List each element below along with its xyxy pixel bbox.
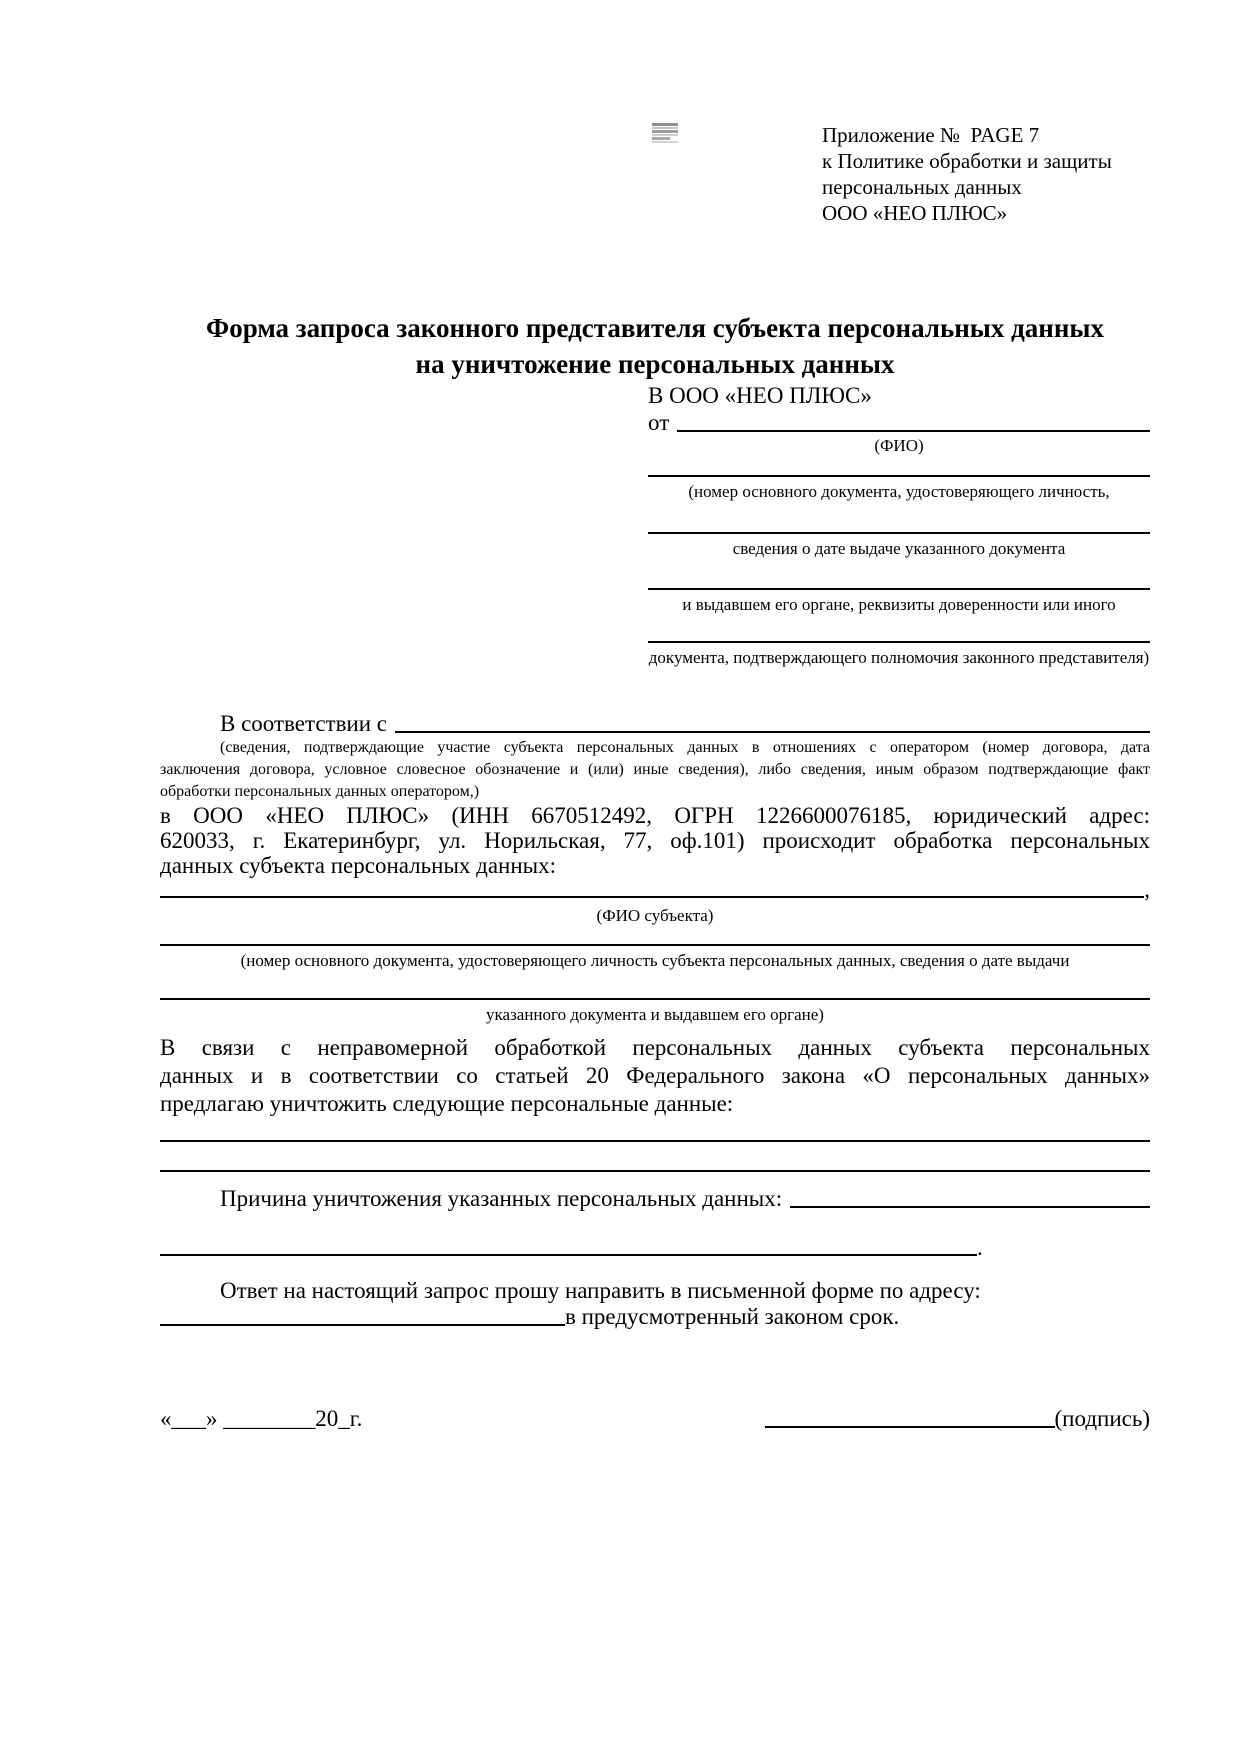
- blank-field-line: [648, 475, 1150, 477]
- accordance-note-line2: заключения договора, условное словесное обозначение и (или) иные сведения), либо сведения, иным образом подтверждающие факт: [160, 761, 1150, 778]
- footer-row: [160, 1406, 1150, 1432]
- doc-power-caption: документа, подтверждающего полномочия законного представителя): [648, 648, 1150, 667]
- subject-doc-caption-line2: указанного документа и выдавшем его органе): [486, 1005, 824, 1024]
- subject-fio-row: [160, 878, 1150, 902]
- accordance-blank-line: [395, 731, 1150, 733]
- subject-doc-caption-line1: (номер основного документа, удостоверяющего личность субъекта персональных данных, сведения о дате выдачи: [240, 951, 1070, 970]
- doc-date-field: [648, 532, 1150, 558]
- blank-field-line: [648, 641, 1150, 643]
- addressee-to: В ООО «НЕО ПЛЮС»: [648, 383, 872, 408]
- form-title: [160, 310, 1150, 382]
- data-to-destroy-blank-line1: [160, 1140, 1150, 1142]
- form-title-line2: на уничтожение персональных данных: [415, 349, 895, 379]
- request-line3: предлагаю уничтожить следующие персональные данные:: [160, 1091, 734, 1116]
- subject-fio-blank-line: [160, 896, 1144, 898]
- subject-doc-field2: [160, 998, 1150, 1024]
- reply-term-text: в предусмотренный законом срок.: [565, 1304, 900, 1329]
- subject-fio-comma: ,: [1144, 877, 1150, 902]
- addressee-block: [648, 382, 1150, 667]
- fio-blank-line: [677, 430, 1150, 432]
- appendix-block: [822, 122, 1150, 226]
- document-content: [160, 0, 1150, 1432]
- signature-group: [765, 1406, 1150, 1432]
- reason-row: [160, 1186, 1150, 1212]
- accordance-row: [160, 711, 1150, 737]
- date-field: «___» ________20_г.: [160, 1406, 363, 1431]
- subject-fio-caption: (ФИО субъекта): [596, 906, 714, 925]
- appendix-policy-line2: персональных данных: [822, 175, 1022, 199]
- reason-continuation-blank-line: [160, 1254, 977, 1256]
- tiny-embedded-text-artifact-icon: [652, 120, 680, 149]
- doc-number-field: [648, 475, 1150, 501]
- signature-blank-line: [765, 1426, 1055, 1428]
- operator-line2: 620033, г. Екатеринбург, ул. Норильская, 77, оф.101) происходит обработка персональных: [160, 828, 1150, 853]
- form-title-line1: Форма запроса законного представителя субъекта персональных данных: [206, 313, 1104, 343]
- subject-doc-field: [160, 944, 1150, 970]
- blank-field-line: [160, 998, 1150, 1000]
- signature-caption: (подпись): [1054, 1406, 1150, 1431]
- request-paragraph: [160, 1034, 1150, 1118]
- reason-tail-period: .: [977, 1235, 983, 1260]
- doc-number-caption: (номер основного документа, удостоверяющего личность,: [688, 482, 1110, 501]
- fio-caption: (ФИО): [874, 436, 924, 455]
- document-header: [160, 122, 1150, 226]
- appendix-number-line: Приложение № PAGE 7: [822, 123, 1040, 147]
- appendix-policy-line: к Политике обработки и защиты: [822, 149, 1112, 173]
- doc-authority-caption: и выдавшем его органе, реквизиты доверенности или иного: [682, 595, 1116, 614]
- operator-paragraph: [160, 803, 1150, 878]
- from-label: от: [648, 410, 670, 435]
- reason-blank-line: [790, 1206, 1150, 1208]
- reply-address-row: [160, 1304, 1150, 1330]
- data-to-destroy-blank-line2: [160, 1170, 1150, 1172]
- reply-paragraph: Ответ на настоящий запрос прошу направить в письменной форме по адресу:: [220, 1278, 981, 1303]
- doc-authority-field: [648, 588, 1150, 614]
- operator-line3: данных субъекта персональных данных:: [160, 853, 557, 878]
- reason-continuation-row: [160, 1236, 1150, 1260]
- reply-address-blank-line: [160, 1324, 565, 1326]
- blank-field-line: [648, 588, 1150, 590]
- doc-power-field: [648, 641, 1150, 667]
- accordance-note: [160, 737, 1150, 803]
- operator-line1: в ООО «НЕО ПЛЮС» (ИНН 6670512492, ОГРН 1226600076185, юридический адрес:: [160, 803, 1150, 828]
- accordance-note-line1: (сведения, подтверждающие участие субъекта персональных данных в отношениях с оператором (номер договора, дата: [220, 739, 1150, 756]
- appendix-company-line: ООО «НЕО ПЛЮС»: [822, 201, 1008, 225]
- from-row: [648, 409, 1150, 436]
- doc-date-caption: сведения о дате выдаче указанного документа: [732, 539, 1066, 558]
- reason-label: Причина уничтожения указанных персональных данных:: [220, 1186, 783, 1211]
- accordance-note-line3: обработки персональных данных оператором,): [160, 783, 480, 800]
- request-line2: данных и в соответствии со статьей 20 Федерального закона «О персональных данных»: [160, 1063, 1150, 1088]
- accordance-label: В соответствии с: [220, 711, 388, 736]
- blank-field-line: [648, 532, 1150, 534]
- blank-field-line: [160, 944, 1150, 946]
- request-line1: В связи с неправомерной обработкой персональных данных субъекта персональных: [160, 1035, 1150, 1060]
